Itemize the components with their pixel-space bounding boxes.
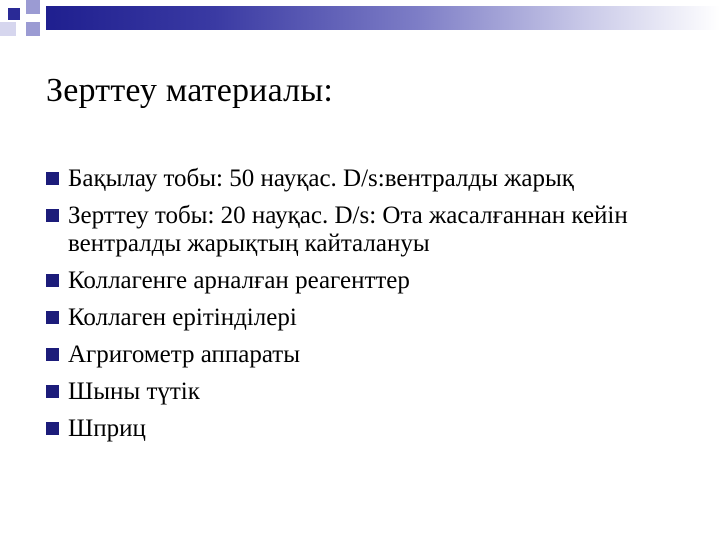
header-gradient-band [46, 6, 720, 30]
corner-square-icon [8, 8, 20, 20]
square-bullet-icon [46, 311, 59, 324]
bullet-list [46, 165, 686, 452]
list-item [46, 378, 686, 406]
list-item-text: Зерттеу тобы: 20 науқас. D/s: Ота жасалғаннан кейін вентралды жарықтың кайталануы [68, 202, 628, 257]
list-item-text: Коллагенге арналған реагенттер [68, 267, 410, 294]
list-item-text: Коллаген ерітінділері [68, 304, 297, 331]
list-item [46, 341, 686, 369]
list-item-text: Бақылау тобы: 50 науқас. D/s:вентралды жарық [68, 165, 574, 192]
corner-square-icon [26, 0, 40, 14]
square-bullet-icon [46, 422, 59, 435]
square-bullet-icon [46, 385, 59, 398]
list-item [46, 267, 686, 295]
list-item [46, 165, 686, 193]
list-item-text: Агригометр аппараты [68, 341, 301, 368]
list-item [46, 304, 686, 332]
list-item-text: Шыны түтік [68, 378, 200, 405]
list-item [46, 415, 686, 443]
square-bullet-icon [46, 348, 59, 361]
list-item-text: Шприц [68, 415, 146, 442]
square-bullet-icon [46, 172, 59, 185]
list-item [46, 202, 686, 258]
corner-square-icon [26, 22, 40, 36]
square-bullet-icon [46, 274, 59, 287]
corner-square-icon [0, 22, 16, 36]
slide-title: Зерттеу материалы: [46, 72, 334, 109]
square-bullet-icon [46, 209, 59, 222]
